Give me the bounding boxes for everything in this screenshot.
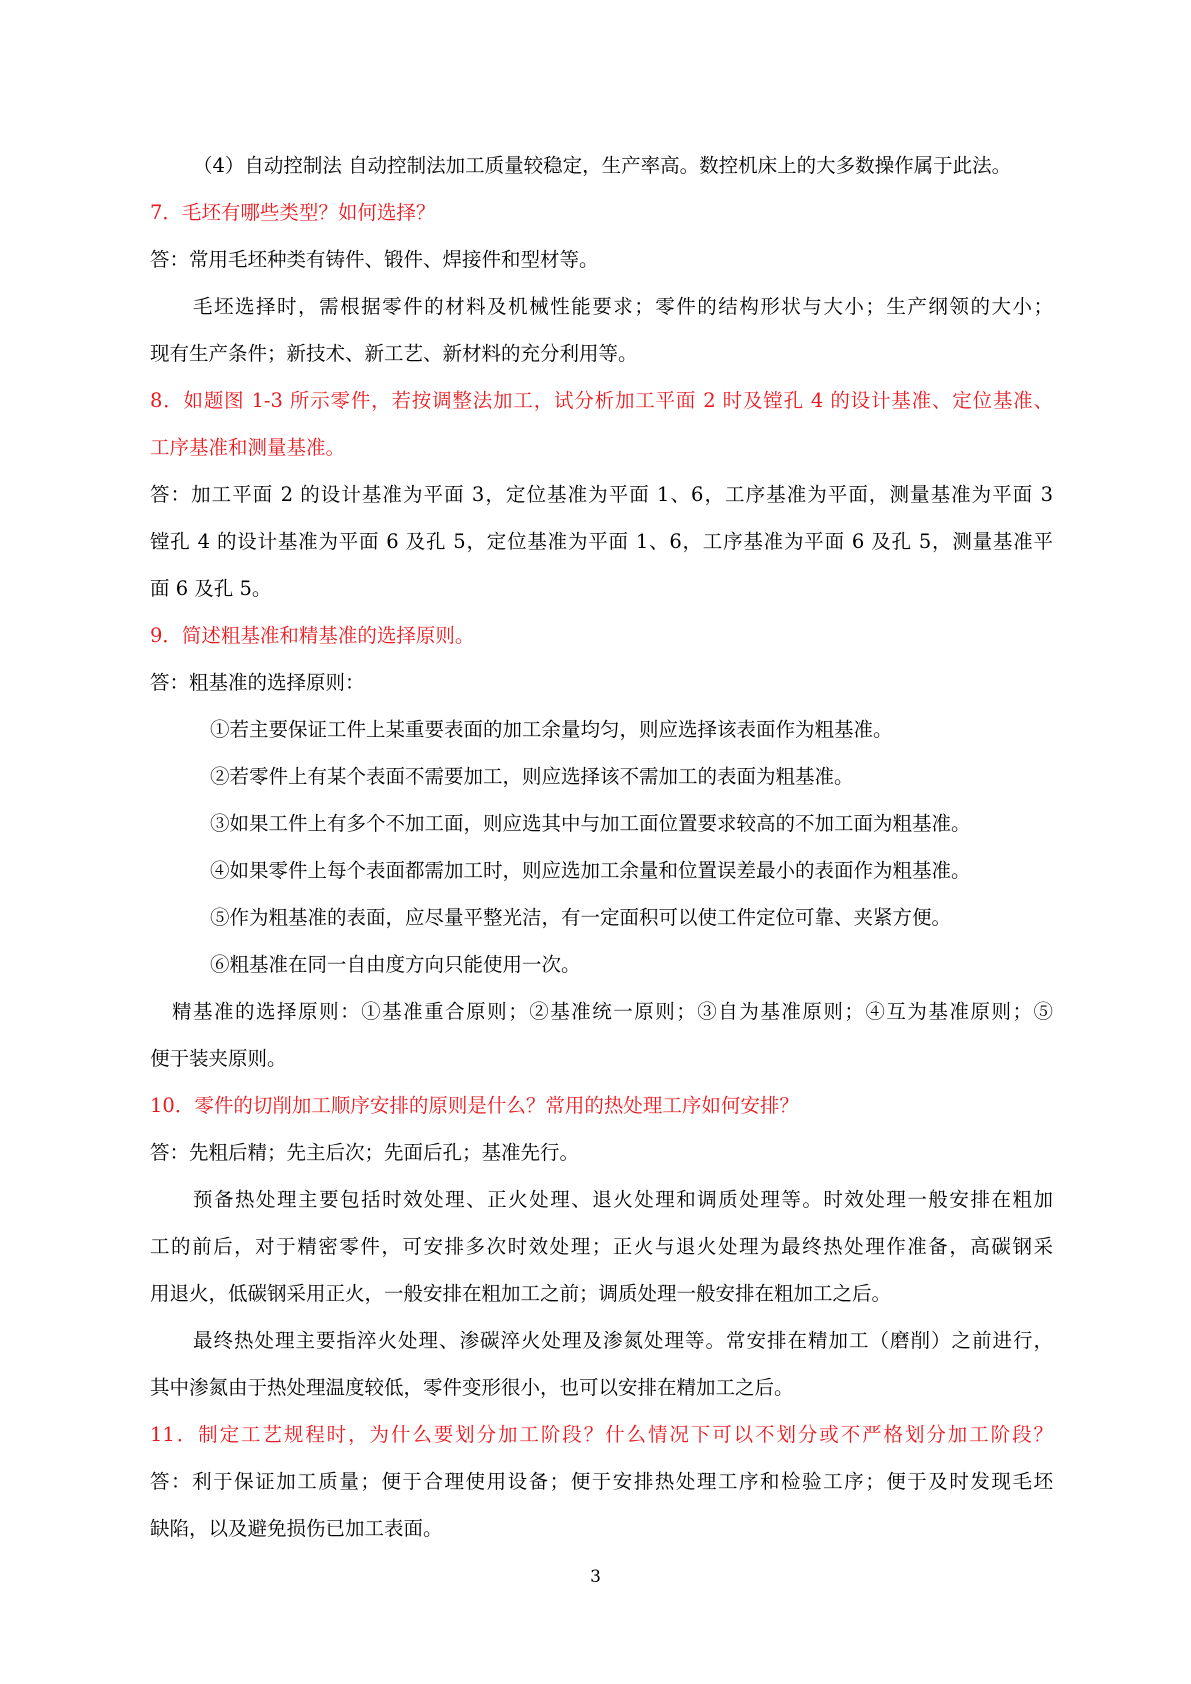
text-line: 答：加工平面 2 的设计基准为平面 3，定位基准为平面 1、6，工序基准为平面，测量基准为平面 3: [150, 483, 1053, 506]
text-line: ③如果工件上有多个不加工面，则应选其中与加工面位置要求较高的不加工面为粗基准。: [210, 812, 971, 835]
text-line: 答：先粗后精；先主后次；先面后孔；基准先行。: [150, 1141, 580, 1164]
question-line: 7．毛坯有哪些类型？如何选择？: [150, 201, 436, 224]
text-line: ①若主要保证工件上某重要表面的加工余量均匀，则应选择该表面作为粗基准。: [210, 718, 893, 741]
text-line: 用退火，低碳钢采用正火，一般安排在粗加工之前；调质处理一般安排在粗加工之后。: [150, 1282, 892, 1305]
text-line: （4）自动控制法 自动控制法加工质量较稳定，生产率高。数控机床上的大多数操作属于此法。: [193, 154, 1012, 177]
text-line: 精基准的选择原则：①基准重合原则；②基准统一原则；③自为基准原则；④互为基准原则；⑤: [172, 1000, 1053, 1023]
text-line: 答：粗基准的选择原则：: [150, 671, 365, 694]
text-line: 毛坯选择时，需根据零件的材料及机械性能要求；零件的结构形状与大小；生产纲领的大小；: [193, 295, 1053, 318]
question-line: 9．简述粗基准和精基准的选择原则。: [150, 624, 475, 647]
text-line: ⑤作为粗基准的表面，应尽量平整光洁，有一定面积可以使工件定位可靠、夹紧方便。: [210, 906, 952, 929]
question-line: 工序基准和测量基准。: [150, 436, 346, 459]
page-number: 3: [590, 1567, 601, 1587]
text-line: 现有生产条件；新技术、新工艺、新材料的充分利用等。: [150, 342, 638, 365]
text-line: 最终热处理主要指淬火处理、渗碳淬火处理及渗氮处理等。常安排在精加工（磨削）之前进行，: [193, 1329, 1053, 1352]
text-line: 工的前后，对于精密零件，可安排多次时效处理；正火与退火处理为最终热处理作准备，高碳钢采: [150, 1235, 1053, 1258]
question-line: 11．制定工艺规程时，为什么要划分加工阶段？什么情况下可以不划分或不严格划分加工阶段？: [150, 1423, 1053, 1446]
text-line: 其中渗氮由于热处理温度较低，零件变形很小，也可以安排在精加工之后。: [150, 1376, 794, 1399]
question-line: 8．如题图 1-3 所示零件，若按调整法加工，试分析加工平面 2 时及镗孔 4 的设计基准、定位基准、: [150, 389, 1053, 412]
text-line: 预备热处理主要包括时效处理、正火处理、退火处理和调质处理等。时效处理一般安排在粗加: [193, 1188, 1053, 1211]
question-line: 10．零件的切削加工顺序安排的原则是什么？常用的热处理工序如何安排？: [150, 1094, 799, 1117]
text-line: 答：常用毛坯种类有铸件、锻件、焊接件和型材等。: [150, 248, 599, 271]
text-line: 答：利于保证加工质量；便于合理使用设备；便于安排热处理工序和检验工序；便于及时发现毛坯: [150, 1470, 1053, 1493]
document-page: [150, 142, 1053, 1552]
text-line: 面 6 及孔 5。: [150, 577, 272, 600]
text-line: 镗孔 4 的设计基准为平面 6 及孔 5，定位基准为平面 1、6，工序基准为平面 6 及孔 5，测量基准平: [150, 530, 1053, 553]
text-line: ②若零件上有某个表面不需要加工，则应选择该不需加工的表面为粗基准。: [210, 765, 854, 788]
text-line: 便于装夹原则。: [150, 1047, 287, 1070]
text-line: ⑥粗基准在同一自由度方向只能使用一次。: [210, 953, 581, 976]
text-line: 缺陷，以及避免损伤已加工表面。: [150, 1517, 443, 1540]
text-line: ④如果零件上每个表面都需加工时，则应选加工余量和位置误差最小的表面作为粗基准。: [210, 859, 971, 882]
